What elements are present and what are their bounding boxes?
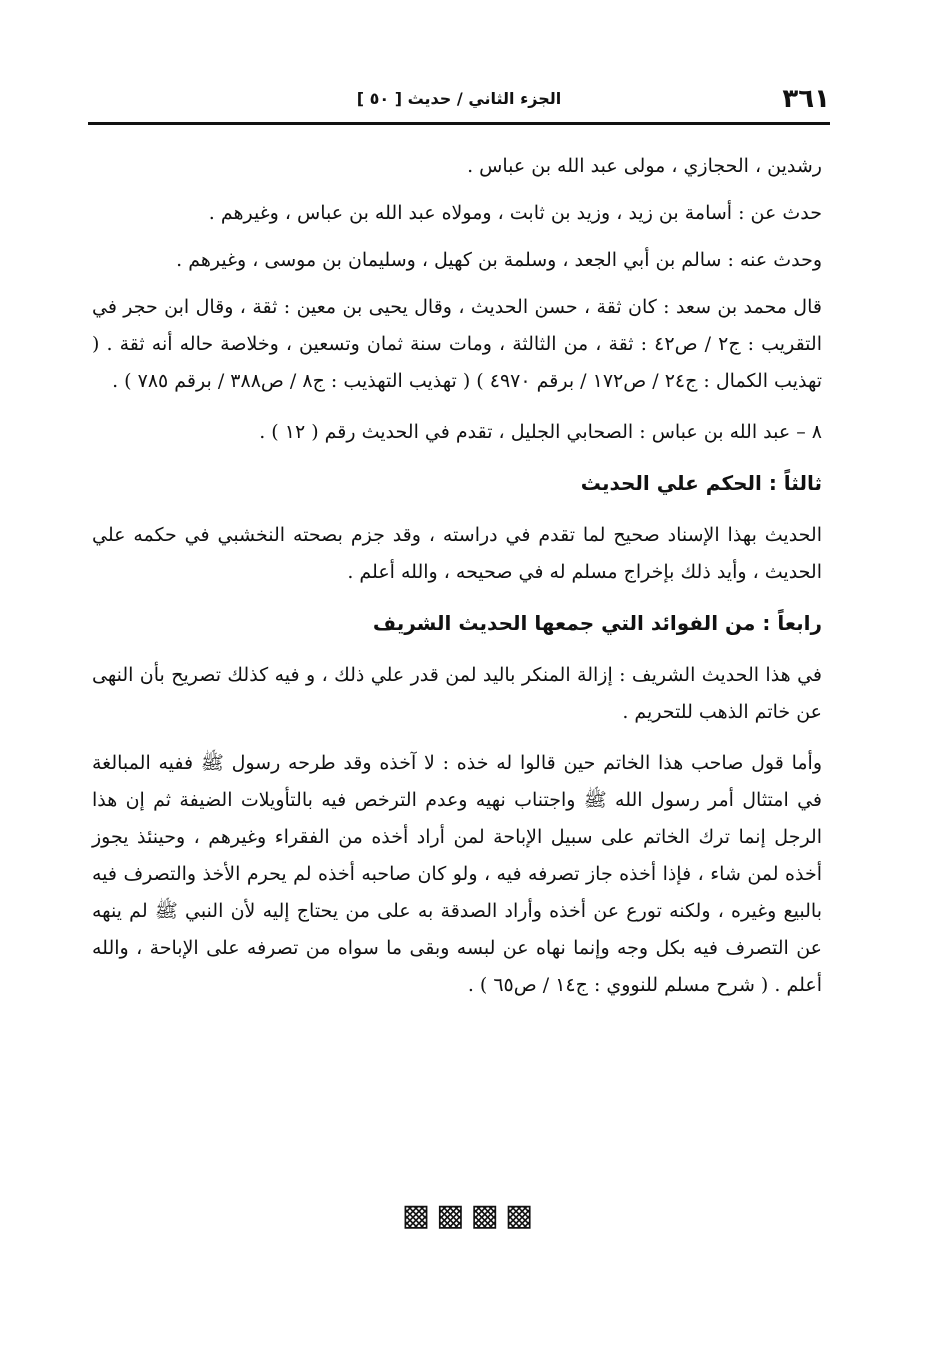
paragraph-narrator-origin: رشدين ، الحجازي ، مولى عبد الله بن عباس . <box>467 155 822 177</box>
paragraph-ruling: الحديث بهذا الإسناد صحيح لما تقدم في دراسته ، وقد جزم بصحته النخشبي في حكمه علي الحديث ، وأيد ذلك بإخراج مسلم له في صحيحه ، والله أعلم . <box>92 524 822 583</box>
paragraph-narrated-from: حدث عن : أسامة بن زيد ، وزيد بن ثابت ، ومولاه عبد الله بن عباس ، وغيرهم . <box>208 202 822 224</box>
paragraph-benefits: في هذا الحديث الشريف : إزالة المنكر باليد لمن قدر علي ذلك ، و فيه كذلك تصريح بأن النهى عن خاتم الذهب للتحريم . <box>92 664 822 723</box>
page-body <box>92 148 822 1018</box>
paragraph-commentary: وأما قول صاحب هذا الخاتم حين قالوا له خذه : لا آخذه وقد طرحه رسول ﷺ ففيه المبالغة في امتثال أمر رسول الله ﷺ واجتناب نهيه وعدم الترخص فيه بالتأويلات الضيفة ثم إن هذا الرجل إنما ترك الخاتم على سبيل الإباحة لمن أراد أخذه من الفقراء وغيرهم ، وحينئذ يجوز أخذه لمن شاء ، فإذا أخذه جاز تصرفه فيه ، ولو كان صاحبه أخذه لم يحرم الأخذ والتصرف فيه بالبيع وغيره ، ولكنه تورع عن أخذه وأراد الصدقة به على من يحتاج إليه لأن النبي ﷺ لم ينهه عن التصرف فيه بكل وجه وإنما نهاه عن لبسه وبقى ما سواه من تصرفه على الإباحة ، والله أعلم . ( شرح مسلم للنووي : ج١٤ / ص٦٥ ) . <box>92 752 822 996</box>
header-rule <box>88 122 830 125</box>
paragraph-narrated-by: وحدث عنه : سالم بن أبي الجعد ، وسلمة بن كهيل ، وسليمان بن موسى ، وغيرهم . <box>176 249 822 271</box>
section-heading-benefits: رابعاً : من الفوائد التي جمعها الحديث الشريف <box>372 611 822 635</box>
section-heading-ruling: ثالثاً : الحكم علي الحديث <box>580 471 822 495</box>
page-header <box>88 80 830 126</box>
running-title: الجزء الثاني / حديث [ ٥٠ ] <box>356 89 562 108</box>
paragraph-narrator-8: ٨ – عبد الله بن عباس : الصحابي الجليل ، تقدم في الحديث رقم ( ١٢ ) . <box>259 421 822 443</box>
end-ornament: ▩▩▩▩ <box>401 1198 540 1233</box>
paragraph-narrator-grading: قال محمد بن سعد : كان ثقة ، حسن الحديث ، وقال يحيى بن معين : ثقة ، وقال ابن حجر في التقريب : ج٢ / ص٤٢ : ثقة ، من الثالثة ، ومات سنة ثمان وتسعين ، وخلاصة حاله أنه ثقة . ( تهذيب الكمال : ج٢٤ / ص١٧٢ / برقم ٤٩٧٠ ) ( تهذيب التهذيب : ج٨ / ص٣٨٨ / برقم ٧٨٥ ) . <box>92 296 822 392</box>
page-number: ٣٦١ <box>782 84 830 114</box>
